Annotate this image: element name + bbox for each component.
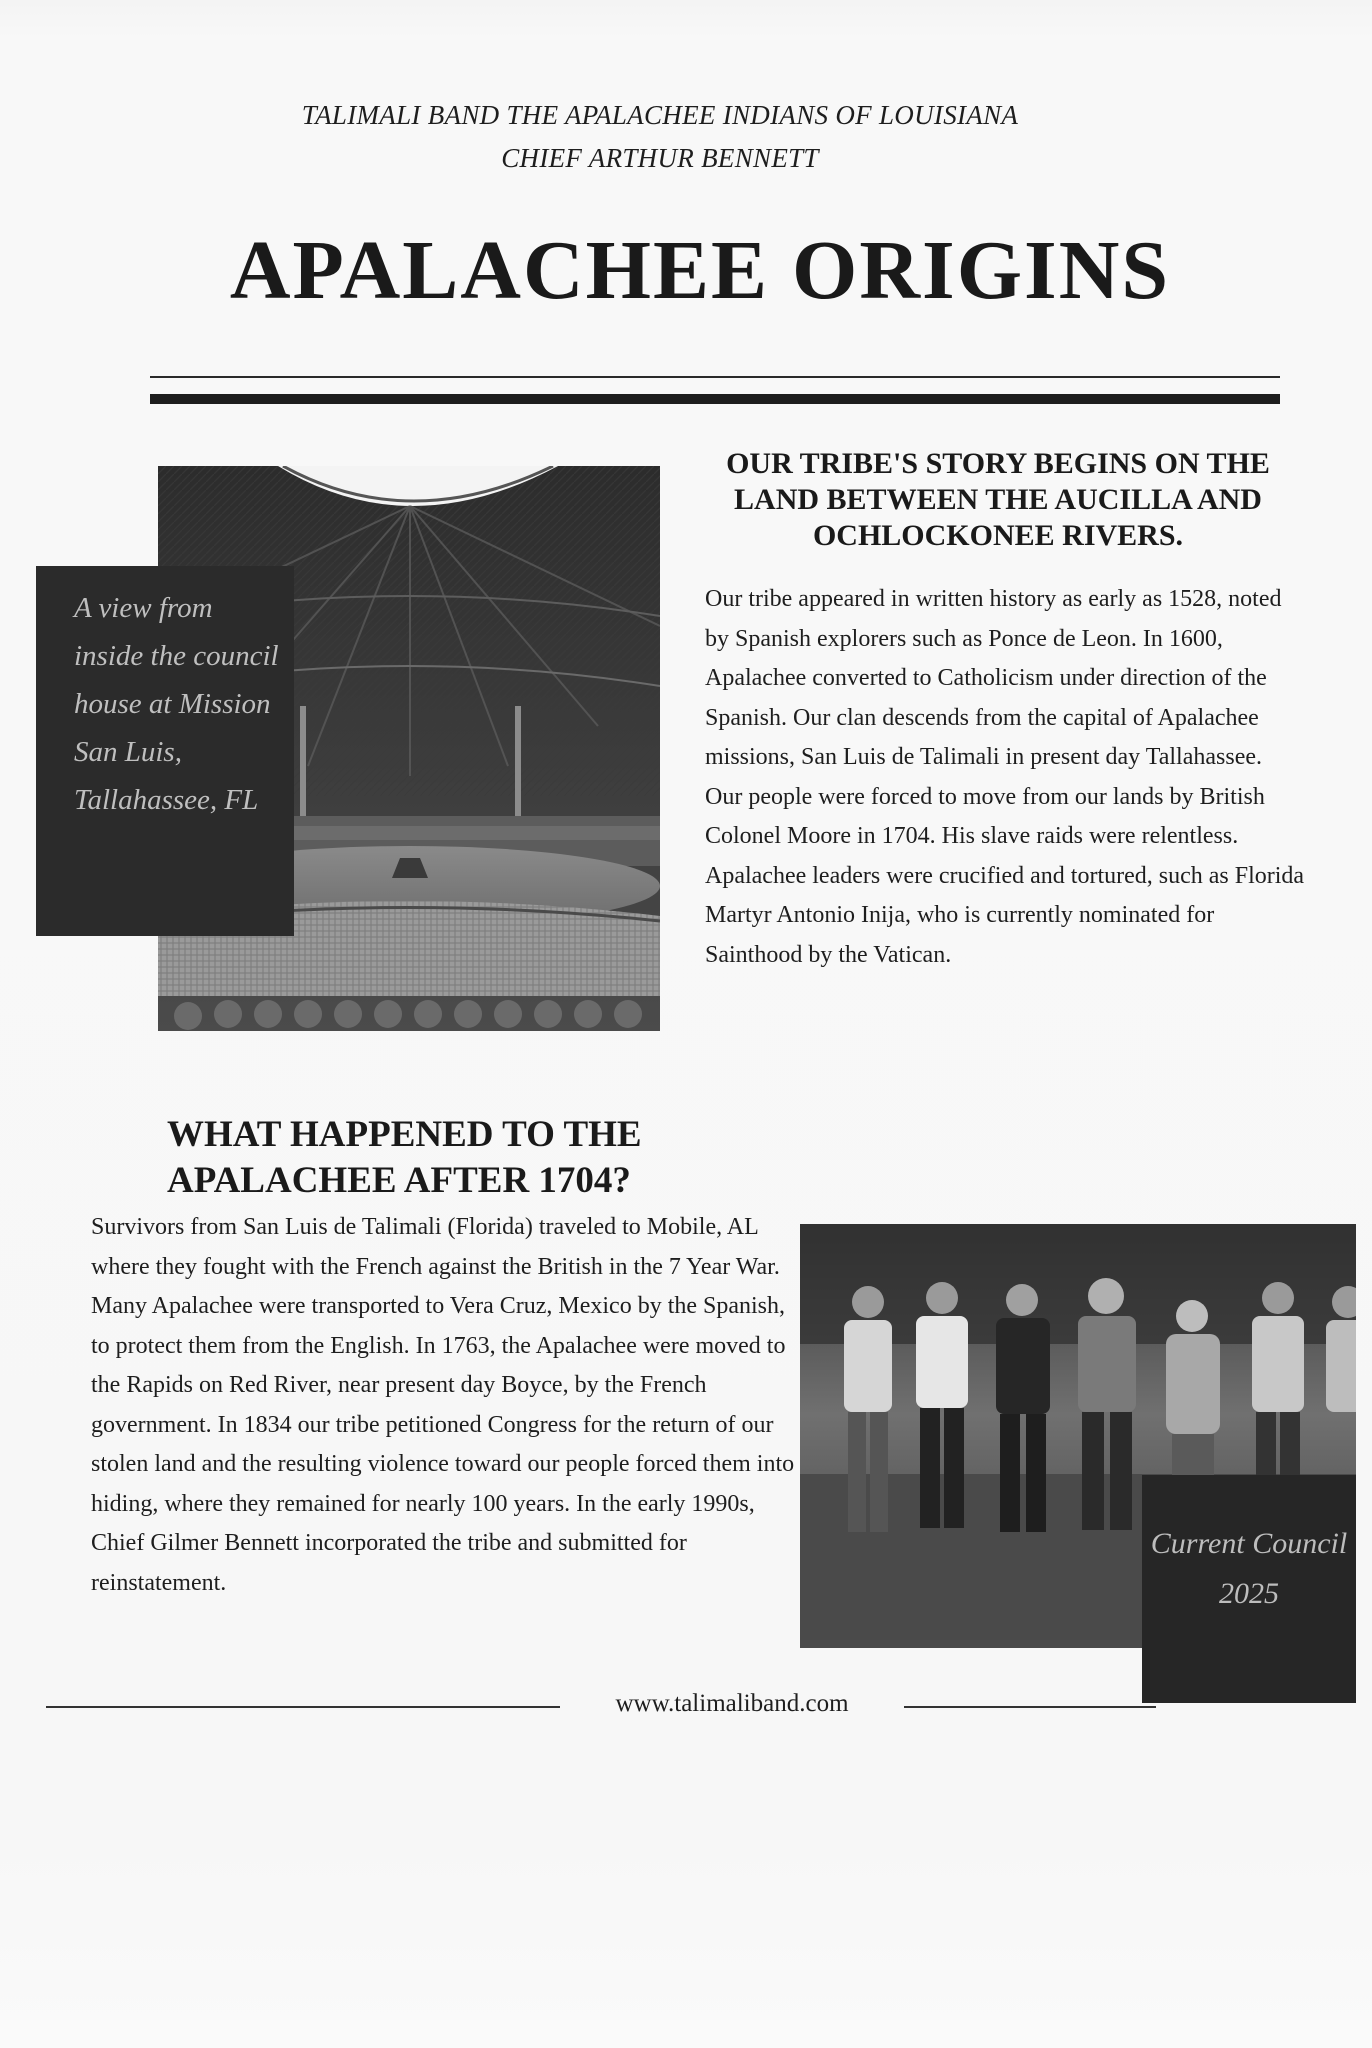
footer-rule-right	[904, 1706, 1156, 1708]
council-photo-caption: A view from inside the council house at Mission San Luis, Tallahassee, FL	[74, 592, 279, 816]
group-photo-caption: Current Council 2025	[1150, 1527, 1348, 1610]
section-1-body: Our tribe appeared in written history as early as 1528, noted by Spanish explorers such as Ponce de Leon. In 1600, Apalachee converted to Catholicism under direction of the Spanish. Our clan descends from the capital of Apalachee missions, San Luis de Talimali in present day Tallahassee. Our people were forced to move from our lands by British Colonel Moore in 1704. His slave raids were relentless. Apalachee leaders were crucified and tortured, such as Florida Martyr Antonio Inija, who is currently nominated for Sainthood by the Vatican.	[705, 586, 1305, 968]
title-divider-thin	[150, 376, 1280, 378]
page-title: APALACHEE ORIGINS	[229, 224, 1171, 317]
title-divider-thick	[150, 394, 1280, 404]
section-1-heading: OUR TRIBE'S STORY BEGINS ON THE LAND BETWEEN THE AUCILLA AND OCHLOCKONEE RIVERS.	[726, 447, 1270, 552]
section-2-heading: WHAT HAPPENED TO THE APALACHEE AFTER 1704?	[167, 1114, 642, 1201]
footer-rule-left	[46, 1706, 560, 1708]
website-url[interactable]: www.talimaliband.com	[615, 1690, 849, 1717]
section-2-body: Survivors from San Luis de Talimali (Florida) traveled to Mobile, AL where they fought with the French against the British in the 7 Year War. Many Apalachee were transported to Vera Cruz, Mexico by the Spanish, to protect them from the English. In 1763, the Apalachee were moved to the Rapids on Red River, near present day Boyce, by the French government. In 1834 our tribe petitioned Congress for the return of our stolen land and the resulting violence toward our people forced them into hiding, where they remained for nearly 100 years. In the early 1990s, Chief Gilmer Bennett incorporated the tribe and submitted for reinstatement.	[91, 1214, 795, 1596]
organization-name: TALIMALI BAND THE APALACHEE INDIANS OF LOUISIANA	[301, 100, 1019, 130]
chief-name: CHIEF ARTHUR BENNETT	[501, 143, 819, 173]
